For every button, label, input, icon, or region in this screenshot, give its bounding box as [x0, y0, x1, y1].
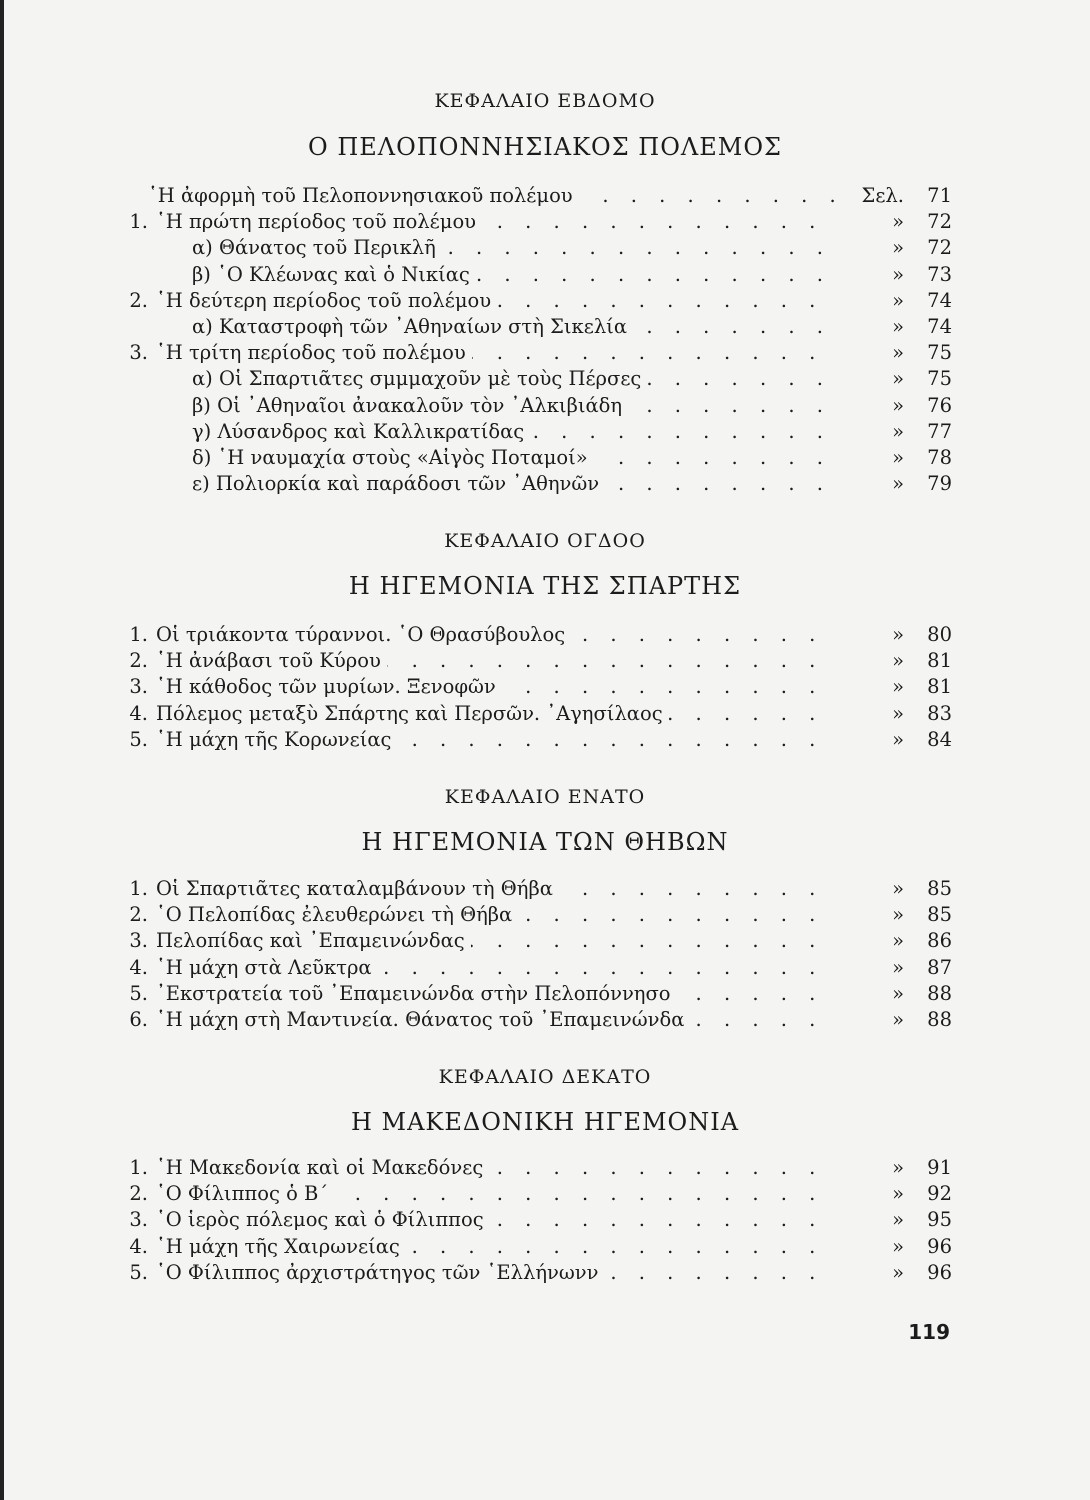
- entry-title: α) Θάνατος τοῦ Περικλῆ: [192, 236, 442, 259]
- page-prefix: »: [840, 419, 904, 445]
- entry-title: β) Οἱ ᾿Αθηναῖοι ἀνακαλοῦν τὸν ᾿Αλκιβιάδη: [192, 394, 628, 417]
- page-prefix: »: [840, 471, 904, 497]
- entry-number: 4.: [129, 1234, 148, 1258]
- entry-title: ῾Η μάχη τῆς Χαιρωνείας: [156, 1235, 406, 1258]
- entry-title: Πελοπίδας καὶ ᾿Επαμεινώνδας: [156, 929, 471, 952]
- entry-page-number: 84: [927, 727, 952, 751]
- entry-page-number: 92: [927, 1182, 952, 1206]
- toc-list: [108, 876, 956, 1033]
- page-prefix: »: [840, 902, 904, 928]
- toc-entry: [108, 1181, 956, 1207]
- toc-entry: [108, 1007, 956, 1033]
- toc-entry: [108, 419, 956, 445]
- page-prefix: »: [840, 727, 904, 753]
- entry-number: 1.: [129, 623, 148, 646]
- toc-entry: [108, 471, 956, 497]
- toc-list: [108, 183, 956, 497]
- entry-number: 2.: [129, 1182, 148, 1206]
- toc-entry: [108, 209, 956, 235]
- entry-title: ῾Η πρώτη περίοδος τοῦ πολέμου: [156, 210, 482, 233]
- entry-number: 1.: [129, 1156, 148, 1179]
- page-prefix: »: [840, 1007, 904, 1033]
- toc-entry: [108, 288, 956, 314]
- toc-entry: [108, 674, 956, 700]
- entry-title: γ) Λύσανδρος καὶ Καλλικρατίδας: [192, 420, 530, 443]
- entry-page-number: 96: [927, 1260, 952, 1284]
- entry-page-number: 96: [927, 1234, 952, 1258]
- entry-title: ῾Η δεύτερη περίοδος τοῦ πολέμου: [156, 289, 497, 312]
- chapter-heading: ΚΕΦΑΛΑΙΟ ΔΕΚΑΤΟ: [438, 1066, 652, 1088]
- entry-number: 5.: [129, 1260, 148, 1284]
- entry-title: ῾Ο Πελοπίδας ἐλευθερώνει τὴ Θήβα: [156, 903, 518, 926]
- entry-page-number: 81: [927, 649, 952, 673]
- entry-title: ῾Η Μακεδονία καὶ οἱ Μακεδόνες: [156, 1156, 489, 1179]
- entry-number: 1.: [129, 210, 148, 234]
- toc-entry: [108, 876, 956, 902]
- entry-page-number: 74: [927, 314, 952, 338]
- entry-page-number: 85: [927, 877, 952, 900]
- entry-title: ῾Η μάχη στὰ Λεῦκτρα: [156, 956, 378, 979]
- page-prefix: »: [840, 1234, 904, 1260]
- page-prefix: »: [840, 340, 904, 366]
- entry-title: ῾Η ἀφορμὴ τοῦ Πελοποννησιακοῦ πολέμου: [148, 184, 579, 207]
- toc-entry: [108, 981, 956, 1007]
- entry-page-number: 86: [927, 929, 952, 953]
- entry-number: 3.: [129, 1208, 148, 1232]
- page-prefix: »: [840, 876, 904, 902]
- page-prefix: Σελ.: [840, 183, 904, 209]
- entry-title: β) ῾Ο Κλέωνας καὶ ὁ Νικίας: [192, 263, 476, 286]
- entry-page-number: 77: [927, 419, 952, 443]
- entry-title: ῾Ο Φίλιππος ἀρχιστράτηγος τῶν ῾Ελλήνωνν: [156, 1261, 604, 1284]
- toc-entry: [108, 183, 956, 209]
- entry-page-number: 88: [927, 1007, 952, 1031]
- toc-entry: [108, 622, 956, 648]
- entry-title: Οἱ Σπαρτιᾶτες καταλαμβάνουν τὴ Θήβα: [156, 877, 559, 900]
- toc-entry: [108, 366, 956, 392]
- chapter-title: Η ΜΑΚΕΔΟΝΙΚΗ ΗΓΕΜΟΝΙΑ: [350, 1108, 740, 1136]
- page-prefix: »: [840, 366, 904, 392]
- entry-number: 3.: [129, 929, 148, 953]
- page-prefix: »: [840, 1181, 904, 1207]
- toc-list: [108, 1155, 956, 1286]
- entry-page-number: 78: [927, 445, 952, 469]
- entry-page-number: 76: [927, 393, 952, 417]
- toc-entry: [108, 701, 956, 727]
- toc-entry: [108, 1155, 956, 1181]
- chapter-heading: ΚΕΦΑΛΑΙΟ ΕΝΑΤΟ: [444, 786, 646, 808]
- entry-page-number: 91: [927, 1156, 952, 1179]
- entry-page-number: 74: [927, 288, 952, 312]
- toc-entry: [108, 1207, 956, 1233]
- toc-entry: [108, 1234, 956, 1260]
- entry-page-number: 88: [927, 981, 952, 1005]
- page-spine-edge: [0, 0, 4, 1500]
- entry-number: 2.: [129, 903, 148, 927]
- page-prefix: »: [840, 701, 904, 727]
- entry-title: ῾Η τρίτη περίοδος τοῦ πολέμου: [156, 341, 472, 364]
- entry-page-number: 75: [927, 341, 952, 365]
- entry-title: ῾Η μάχη τῆς Κορωνείας: [156, 728, 397, 751]
- toc-entry: [108, 902, 956, 928]
- page-prefix: »: [840, 1207, 904, 1233]
- page-prefix: »: [840, 393, 904, 419]
- entry-title: ε) Πολιορκία καὶ παράδοσι τῶν ᾿Αθηνῶν: [192, 472, 605, 495]
- entry-number: 3.: [129, 341, 148, 365]
- entry-number: 4.: [129, 701, 148, 725]
- toc-entry: [108, 727, 956, 753]
- entry-title: ῾Η κάθοδος τῶν μυρίων. Ξενοφῶν: [156, 675, 502, 698]
- page-prefix: »: [840, 674, 904, 700]
- entry-number: 2.: [129, 649, 148, 673]
- entry-number: 5.: [129, 981, 148, 1005]
- toc-list: [108, 622, 956, 753]
- entry-title: α) Καταστροφὴ τῶν ᾿Αθηναίων στὴ Σικελία: [192, 315, 633, 338]
- page-prefix: »: [840, 1260, 904, 1286]
- entry-title: Οἱ τριάκοντα τύραννοι. ῾Ο Θρασύβουλος: [156, 623, 571, 646]
- page-prefix: »: [840, 981, 904, 1007]
- entry-number: 2.: [129, 288, 148, 312]
- entry-title: ῾Η μάχη στὴ Μαντινεία. Θάνατος τοῦ ᾿Επαμεινώνδα: [156, 1008, 690, 1031]
- entry-title: ᾿Εκστρατεία τοῦ ᾿Επαμεινώνδα στὴν Πελοπόννησο: [156, 982, 677, 1005]
- entry-title: α) Οἱ Σπαρτιᾶτες σμμμαχοῦν μὲ τοὺς Πέρσες: [192, 367, 647, 390]
- toc-entry: [108, 235, 956, 261]
- entry-page-number: 73: [927, 262, 952, 286]
- chapter-title: Η ΗΓΕΜΟΝΙΑ ΤΩΝ ΘΗΒΩΝ: [361, 828, 729, 856]
- page-prefix: »: [840, 622, 904, 648]
- entry-number: 4.: [129, 955, 148, 979]
- page-prefix: »: [840, 928, 904, 954]
- entry-page-number: 87: [927, 955, 952, 979]
- entry-number: 5.: [129, 727, 148, 751]
- entry-number: 6.: [129, 1007, 148, 1031]
- page-prefix: »: [840, 955, 904, 981]
- entry-page-number: 72: [927, 236, 952, 260]
- page-prefix: »: [840, 648, 904, 674]
- chapter-heading: ΚΕΦΑΛΑΙΟ ΟΓΔΟΟ: [444, 530, 646, 552]
- entry-page-number: 83: [927, 701, 952, 725]
- chapter-heading: ΚΕΦΑΛΑΙΟ ΕΒΔΟΜΟ: [434, 90, 656, 112]
- page-prefix: »: [840, 445, 904, 471]
- page-prefix: »: [840, 314, 904, 340]
- toc-entry: [108, 648, 956, 674]
- entry-title: δ) ῾Η ναυμαχία στοὺς «Αἰγὸς Ποταμοί»: [192, 446, 594, 469]
- entry-page-number: 95: [927, 1208, 952, 1232]
- entry-title: ῾Ο Φίλιππος ὁ Β΄: [156, 1182, 334, 1205]
- entry-number: 1.: [129, 877, 148, 900]
- entry-title: ῾Ο ἱερὸς πόλεμος καὶ ὁ Φίλιππος: [156, 1208, 490, 1231]
- page-prefix: »: [840, 262, 904, 288]
- page-prefix: »: [840, 1155, 904, 1181]
- page-prefix: »: [840, 209, 904, 235]
- entry-title: Πόλεμος μεταξὺ Σπάρτης καὶ Περσῶν. ᾿Αγησίλαος: [156, 702, 669, 725]
- chapter-title: Ο ΠΕΛΟΠΟΝΝΗΣΙΑΚΟΣ ΠΟΛΕΜΟΣ: [308, 133, 782, 161]
- toc-entry: [108, 314, 956, 340]
- entry-number: 3.: [129, 675, 148, 699]
- toc-entry: [108, 928, 956, 954]
- entry-page-number: 85: [927, 903, 952, 927]
- toc-entry: [108, 1260, 956, 1286]
- entry-page-number: 71: [927, 184, 952, 207]
- entry-page-number: 75: [927, 367, 952, 391]
- toc-entry: [108, 262, 956, 288]
- entry-page-number: 79: [927, 472, 952, 496]
- page-prefix: »: [840, 235, 904, 261]
- toc-entry: [108, 955, 956, 981]
- entry-page-number: 81: [927, 675, 952, 699]
- page-number: 119: [908, 1320, 950, 1344]
- page-prefix: »: [840, 288, 904, 314]
- chapter-title: Η ΗΓΕΜΟΝΙΑ ΤΗΣ ΣΠΑΡΤΗΣ: [348, 572, 742, 600]
- entry-page-number: 72: [927, 210, 952, 234]
- entry-title: ῾Η ἀνάβασι τοῦ Κύρου: [156, 649, 387, 672]
- entry-page-number: 80: [927, 623, 952, 646]
- toc-entry: [108, 393, 956, 419]
- toc-entry: [108, 445, 956, 471]
- toc-entry: [108, 340, 956, 366]
